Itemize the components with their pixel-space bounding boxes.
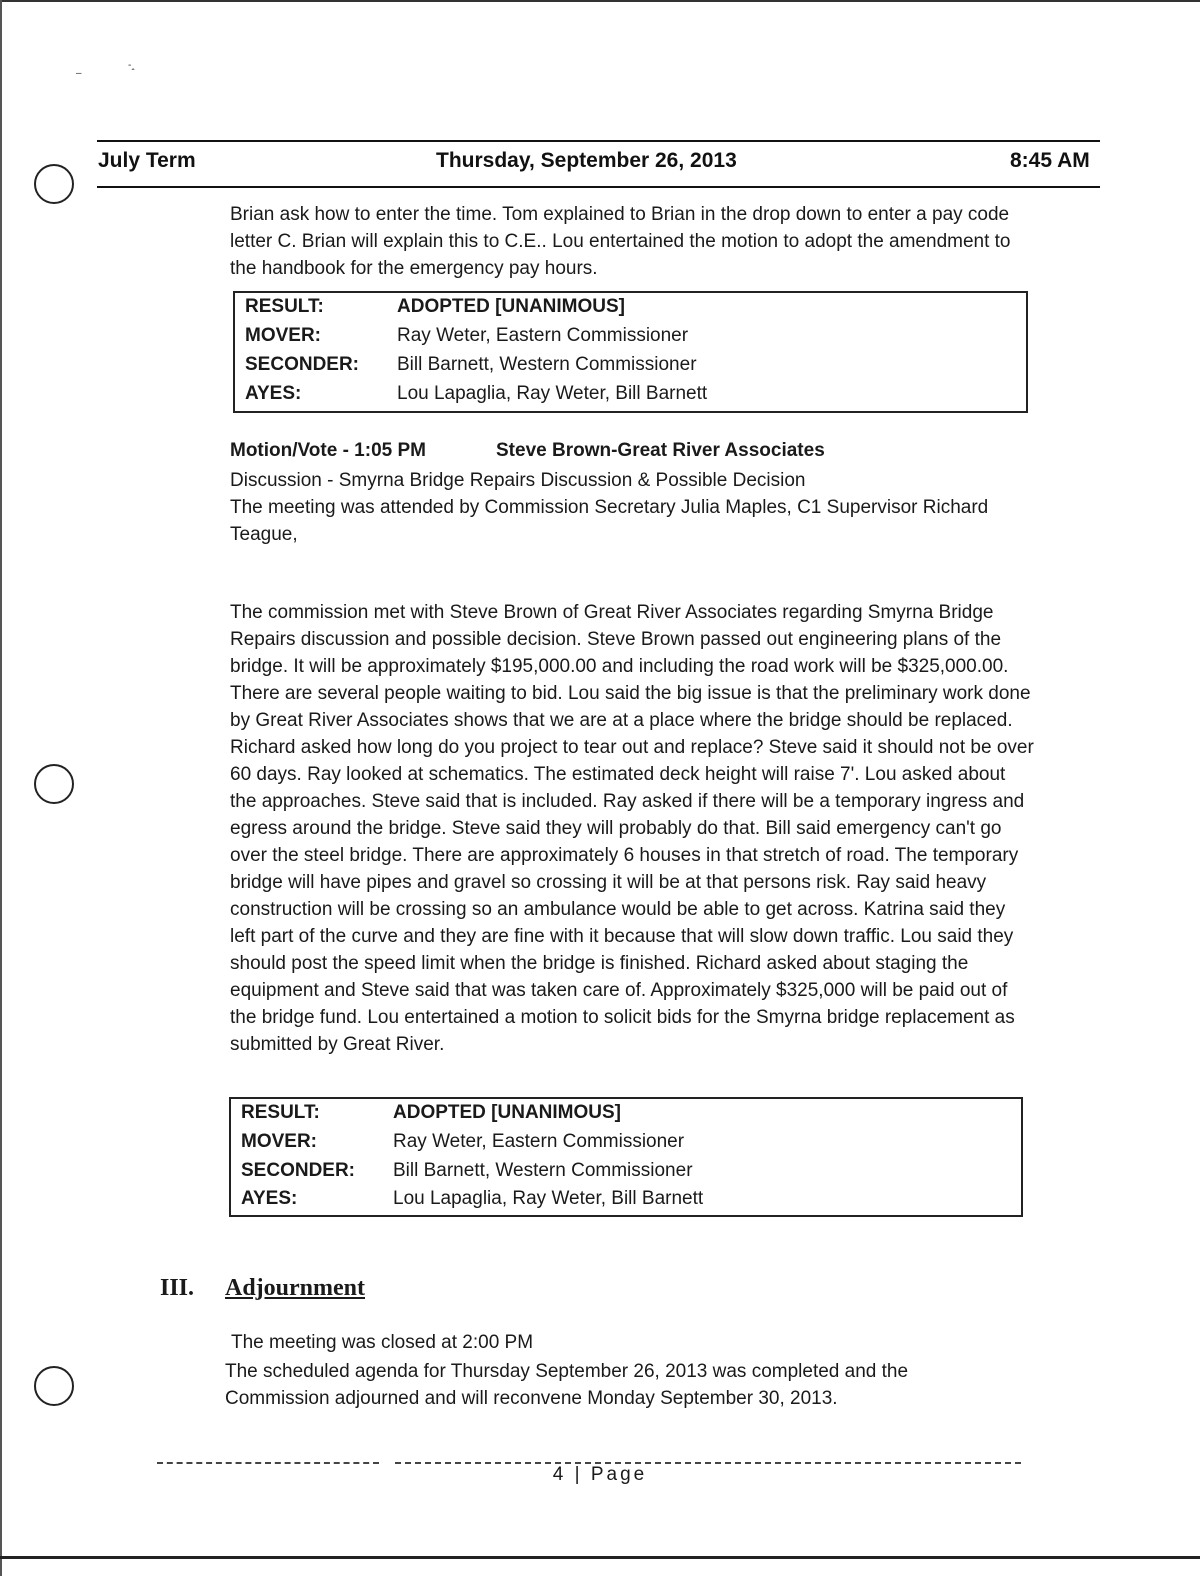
header-time: 8:45 AM xyxy=(1010,149,1090,172)
result-box-2 xyxy=(229,1097,1023,1217)
meeting-closed-line: The meeting was closed at 2:00 PM xyxy=(231,1332,534,1353)
binder-hole xyxy=(34,1366,74,1406)
motion-label: Motion/Vote - 1:05 PM xyxy=(230,440,426,461)
mover-label: MOVER: xyxy=(241,1131,317,1152)
page-top-edge xyxy=(0,0,1200,2)
result-label: RESULT: xyxy=(245,296,324,317)
header-top-rule xyxy=(97,140,1100,142)
seconder-value: Bill Barnett, Western Commissioner xyxy=(397,354,697,375)
result-value: ADOPTED [UNANIMOUS] xyxy=(397,296,625,317)
page-number: 4 | Page xyxy=(552,1464,648,1485)
header-term: July Term xyxy=(98,149,196,172)
ayes-label: AYES: xyxy=(241,1188,298,1209)
section-title-adjournment: Adjournment xyxy=(225,1275,366,1301)
seconder-label: SECONDER: xyxy=(245,354,360,375)
binder-hole xyxy=(34,764,74,804)
scan-speck: – xyxy=(76,68,82,79)
page-bottom-edge xyxy=(0,1556,1200,1559)
result-box-1 xyxy=(233,291,1028,413)
adjournment-paragraph: The scheduled agenda for Thursday September 26, 2013 was completed and the Commission adjourned and will reconvene Monday September 30, 2013. xyxy=(225,1361,909,1409)
motion-vote-line xyxy=(230,440,825,462)
ayes-value: Lou Lapaglia, Ray Weter, Bill Barnett xyxy=(397,383,708,404)
result-label: RESULT: xyxy=(241,1102,320,1123)
binder-hole xyxy=(34,164,74,204)
scan-speck: -ꞈ xyxy=(128,60,135,71)
page-left-edge xyxy=(0,0,2,1576)
ayes-value: Lou Lapaglia, Ray Weter, Bill Barnett xyxy=(393,1188,704,1209)
header-date: Thursday, September 26, 2013 xyxy=(436,149,737,172)
ayes-label: AYES: xyxy=(245,383,302,404)
seconder-value: Bill Barnett, Western Commissioner xyxy=(393,1160,693,1181)
seconder-label: SECONDER: xyxy=(241,1160,356,1181)
result-value: ADOPTED [UNANIMOUS] xyxy=(393,1102,621,1123)
mover-value: Ray Weter, Eastern Commissioner xyxy=(397,325,689,346)
intro-paragraph: Brian ask how to enter the time. Tom explained to Brian in the drop down to enter a pay code letter C. Brian will explain this to C.E.. Lou entertained the motion to adopt the amendment to the handbook for the emergency pay hours. xyxy=(230,204,1011,279)
attendance-line: The meeting was attended by Commission Secretary Julia Maples, C1 Supervisor Richard Teague, xyxy=(230,497,989,545)
section-number: III. xyxy=(160,1275,195,1301)
main-paragraph: The commission met with Steve Brown of Great River Associates regarding Smyrna Bridge Repairs discussion and possible decision. Steve Brown passed out engineering plans of the bridge. It will be approximately $195,000.00 and including the road work will be $325,000.00. There are several people waiting to bid. Lou said the big issue is that the preliminary work done by Great River Associates shows that we are at a place where the bridge should be replaced. Richard asked how long do you project to tear out and replace? Steve said it should not be over 60 days. Ray looked at schematics. The estimated deck height will raise 7'. Lou asked about the approaches. Steve said that is included. Ray asked if there will be a temporary ingress and egress around the bridge. Steve said they will probably do that. Bill said emergency can't go over the steel bridge. There are approximately 6 houses in that stretch of road. The temporary bridge will have pipes and gravel so crossing it will be at that persons risk. Ray said heavy construction will be crossing so an ambulance would be able to get across. Katrina said they left part of the curve and they are fine with it because that will slow down traffic. Lou said they should post the speed limit when the bridge is finished. Richard asked about staging the equipment and Steve said that was taken care of. Approximately $325,000 will be paid out of the bridge fund. Lou entertained a motion to solicit bids for the Smyrna bridge replacement as submitted by Great River. xyxy=(230,602,1034,1055)
motion-presenter: Steve Brown-Great River Associates xyxy=(496,440,825,461)
header-bottom-rule xyxy=(97,186,1100,188)
mover-label: MOVER: xyxy=(245,325,321,346)
discussion-line: Discussion - Smyrna Bridge Repairs Discussion & Possible Decision xyxy=(230,470,806,491)
mover-value: Ray Weter, Eastern Commissioner xyxy=(393,1131,685,1152)
